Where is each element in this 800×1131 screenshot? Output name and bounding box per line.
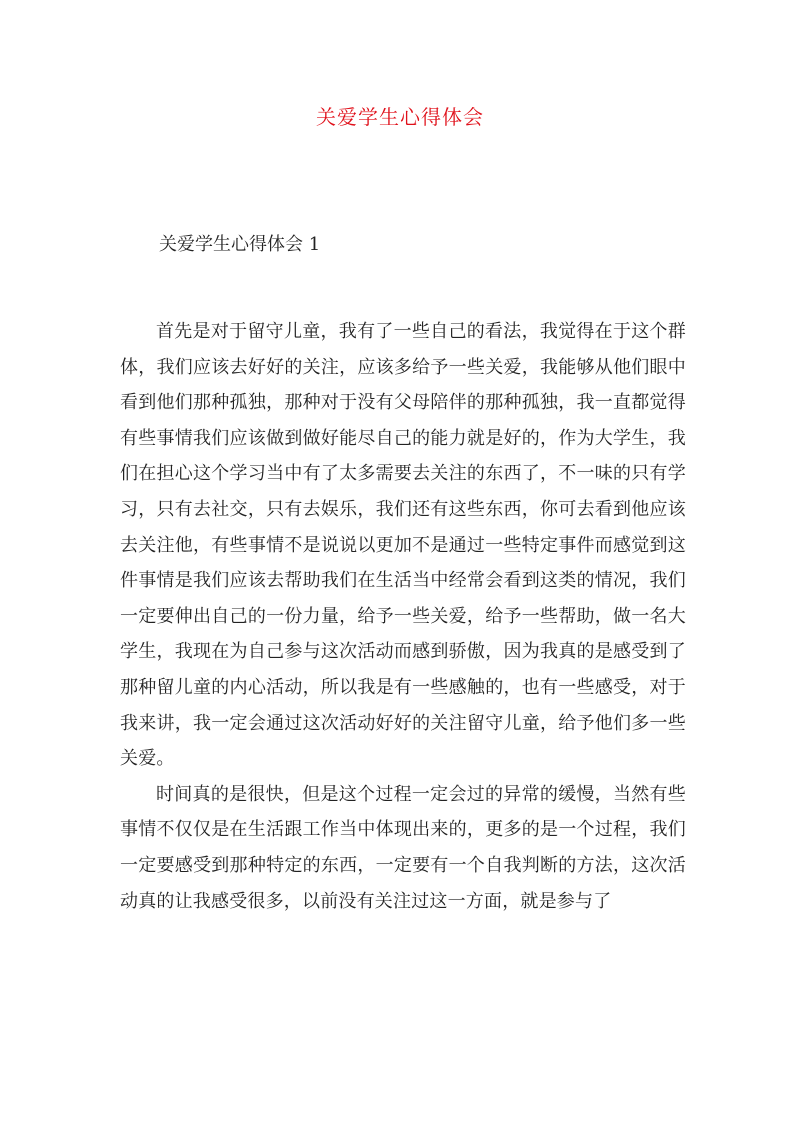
section-heading: 关爱学生心得体会 1 [159,234,321,255]
document-body [120,314,686,919]
paragraph-1: 首先是对于留守儿童，我有了一些自己的看法，我觉得在于这个群体，我们应该去好好的关注，应该多给予一些关爱，我能够从他们眼中看到他们那种孤独，那种对于没有父母陪伴的那种孤独，我一直都觉得有些事情我们应该做到做好能尽自己的能力就是好的，作为大学生，我们在担心这个学习当中有了太多需要去关注的东西了，不一味的只有学习，只有去社交，只有去娱乐，我们还有这些东西，你可去看到他应该去关注他，有些事情不是说说以更加不是通过一些特定事件而感觉到这件事情是我们应该去帮助我们在生活当中经常会看到这类的情况，我们一定要伸出自己的一份力量，给予一些关爱，给予一些帮助，做一名大学生，我现在为自己参与这次活动而感到骄傲，因为我真的是感受到了那种留儿童的内心活动，所以我是有一些感触的，也有一些感受，对于我来讲，我一定会通过这次活动好好的关注留守儿童，给予他们多一些关爱。 [120,321,686,770]
paragraph-2: 时间真的是很快，但是这个过程一定会过的异常的缓慢，当然有些事情不仅仅是在生活跟工作当中体现出来的，更多的是一个过程，我们一定要感受到那种特定的东西，一定要有一个自我判断的方法，这次活动真的让我感受很多，以前没有关注过这一方面，就是参与了 [120,783,686,912]
document-title: 关爱学生心得体会 [316,105,484,129]
